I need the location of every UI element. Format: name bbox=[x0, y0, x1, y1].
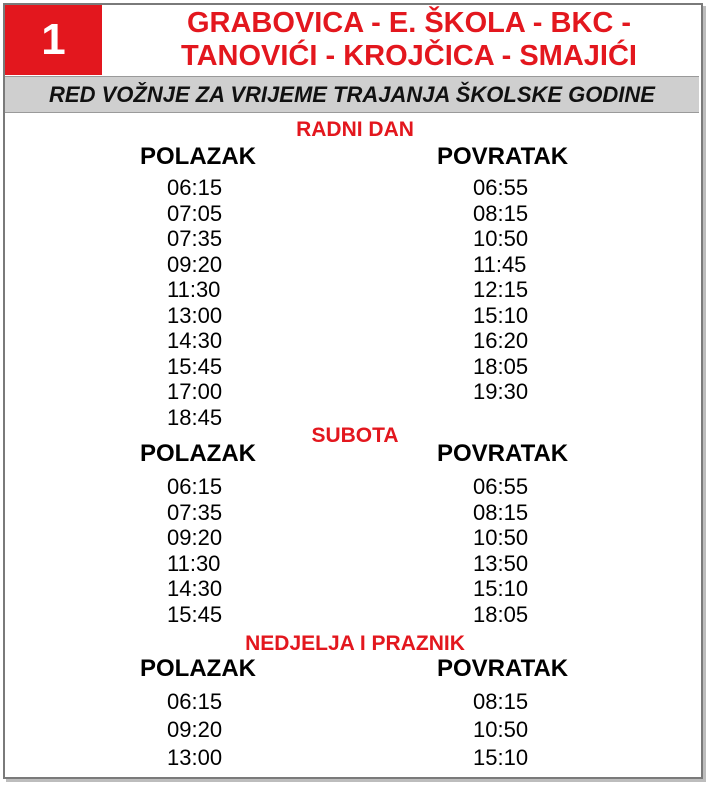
saturday-departure-times bbox=[167, 474, 222, 627]
weekday-return-header: POVRATAK bbox=[437, 143, 569, 170]
sunday-departure-times bbox=[167, 688, 222, 772]
return-time: 08:15 bbox=[473, 200, 529, 226]
departure-time: 09:20 bbox=[167, 251, 223, 277]
departure-time: 17:00 bbox=[167, 379, 223, 404]
route-title-line-2: TANOVIĆI - KROJČICA - SMAJIĆI bbox=[181, 40, 637, 72]
return-time: 15:10 bbox=[473, 576, 529, 601]
saturday-departure-header: POLAZAK bbox=[140, 440, 256, 467]
departure-time: 13:00 bbox=[167, 745, 223, 770]
weekday-return-times bbox=[473, 175, 528, 405]
return-time: 12:15 bbox=[473, 277, 529, 302]
route-number: 1 bbox=[41, 15, 66, 64]
route-title bbox=[110, 7, 708, 73]
return-time: 08:15 bbox=[473, 499, 529, 525]
return-time: 16:20 bbox=[473, 328, 529, 353]
departure-time: 06:15 bbox=[167, 175, 223, 200]
departure-time: 07:35 bbox=[167, 226, 223, 251]
return-time: 13:50 bbox=[473, 550, 529, 576]
subtitle-text: RED VOŽNJE ZA VRIJEME TRAJANJA ŠKOLSKE GODINE bbox=[49, 81, 655, 107]
section-title-saturday: SUBOTA bbox=[311, 424, 399, 447]
departure-time: 11:30 bbox=[167, 277, 221, 302]
sunday-departure-header: POLAZAK bbox=[140, 655, 256, 682]
departure-time: 07:35 bbox=[167, 499, 223, 525]
departure-time: 09:20 bbox=[167, 525, 223, 550]
return-time: 15:10 bbox=[473, 302, 529, 328]
route-number-badge bbox=[5, 5, 102, 75]
departure-time: 14:30 bbox=[167, 328, 223, 353]
return-time: 10:50 bbox=[473, 226, 529, 251]
timetable-subtitle bbox=[5, 76, 699, 113]
departure-time: 11:30 bbox=[167, 550, 221, 576]
section-title-weekday: RADNI DAN bbox=[296, 118, 414, 141]
return-time: 06:55 bbox=[473, 474, 529, 499]
return-time: 18:05 bbox=[473, 353, 529, 379]
sunday-return-times bbox=[473, 688, 528, 772]
departure-time: 13:00 bbox=[167, 302, 223, 328]
return-time: 11:45 bbox=[473, 251, 527, 277]
weekday-departure-header: POLAZAK bbox=[140, 143, 256, 170]
saturday-return-header: POVRATAK bbox=[437, 440, 569, 467]
weekday-departure-times bbox=[167, 175, 222, 430]
return-time: 10:50 bbox=[473, 717, 529, 742]
return-time: 18:05 bbox=[473, 601, 529, 627]
return-time: 10:50 bbox=[473, 525, 529, 550]
return-time: 15:10 bbox=[473, 745, 529, 770]
section-title-sunday-holiday: NEDJELJA I PRAZNIK bbox=[245, 632, 465, 655]
return-time: 19:30 bbox=[473, 379, 529, 404]
departure-time: 07:05 bbox=[167, 200, 223, 226]
departure-time: 14:30 bbox=[167, 576, 223, 601]
return-time: 06:55 bbox=[473, 175, 529, 200]
route-title-line-1: GRABOVICA - E. ŠKOLA - BKC - bbox=[186, 7, 632, 39]
saturday-return-times bbox=[473, 474, 528, 627]
departure-time: 15:45 bbox=[167, 353, 223, 379]
sunday-return-header: POVRATAK bbox=[437, 655, 569, 682]
departure-time: 18:45 bbox=[167, 404, 223, 430]
departure-time: 09:20 bbox=[167, 717, 223, 742]
departure-time: 06:15 bbox=[167, 689, 223, 714]
return-time: 08:15 bbox=[473, 689, 529, 714]
departure-time: 06:15 bbox=[167, 474, 223, 499]
departure-time: 15:45 bbox=[167, 601, 223, 627]
